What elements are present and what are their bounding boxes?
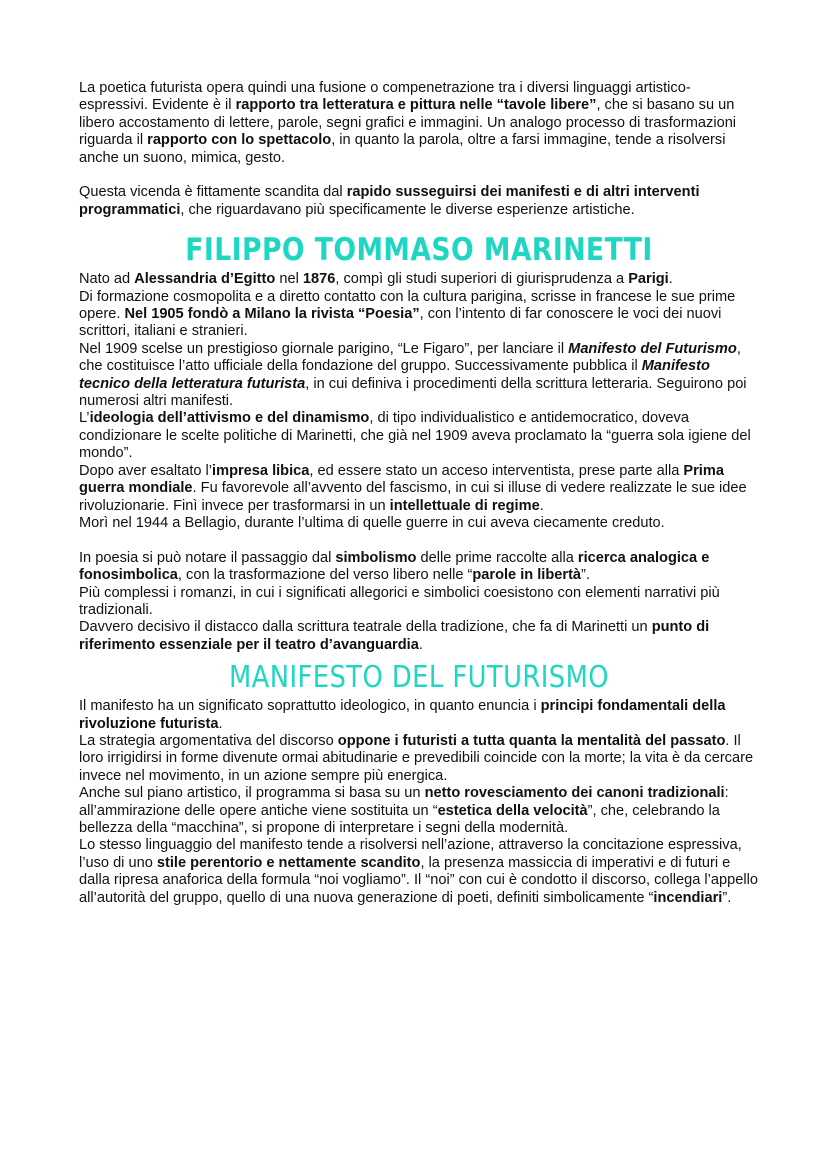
bold-text-run: rapido susseguirsi dei manifesti e di altri interventi programmatici xyxy=(79,184,700,218)
text-run: delle prime raccolte alla xyxy=(416,549,578,566)
manifesto-paragraph-2 xyxy=(79,733,759,785)
marinetti-heading: FILIPPO TOMMASO MARINETTI xyxy=(185,232,653,269)
bold-text-run: stile perentorio e nettamente scandito xyxy=(156,854,421,871)
bold-text-run: Prima guerra mondiale xyxy=(79,462,724,497)
bold-text-run: estetica della velocità xyxy=(437,802,588,819)
text-run: , ed essere stato un acceso interventista, prese parte alla xyxy=(309,462,684,479)
text-run: . xyxy=(539,497,544,514)
bold-text-run: principi fondamentali della rivoluzione futurista xyxy=(79,698,726,732)
bold-text-run: impresa libica xyxy=(212,462,310,479)
bold-text-run: intellettuale di regime xyxy=(389,497,540,514)
text-run: : all’ammirazione delle opere antiche viene sostituita un “ xyxy=(79,785,729,819)
bold-text-run: punto di riferimento essenziale per il teatro d’avanguardia xyxy=(79,619,710,653)
bold-text-run: Manifesto tecnico della letteratura futurista xyxy=(79,358,710,392)
marinetti-paragraph-1 xyxy=(79,271,759,288)
text-run: Anche sul piano artistico, il programma si basa su un xyxy=(79,785,425,802)
marinetti-paragraph-9 xyxy=(79,619,759,654)
text-run: , in quanto la parola, oltre a farsi immagine, tende a risolversi anche un suono, mimica, gesto. xyxy=(79,132,726,166)
text-run: Morì nel 1944 a Bellagio, durante l’ultima di quelle guerre in cui aveva ciecamente creduto. xyxy=(79,514,665,531)
text-run: , che costituisce l’atto ufficiale della fondazione del gruppo. Successivamente pubblica il xyxy=(79,340,741,375)
marinetti-paragraph-2 xyxy=(79,289,759,341)
text-run: , che riguardavano più specificamente le diverse esperienze artistiche. xyxy=(180,201,635,218)
text-run: , in cui definiva i procedimenti della scrittura letteraria. Seguirono poi numerosi altri manifesti. xyxy=(79,375,747,410)
text-run: ”. xyxy=(722,889,732,906)
bold-text-run: Parigi xyxy=(628,271,669,288)
text-run: . xyxy=(668,271,673,288)
bold-text-run: netto rovesciamento dei canoni tradizionali xyxy=(424,785,725,802)
text-run: , la presenza massiccia di imperativi e di futuri e dalla ripresa anaforica della formula “noi vogliamo”. Il “noi” con cui è condotto il discorso, collega l’appello all’autorità del gruppo, quello di una nuova generazione di poeti, definiti simbolicamente “ xyxy=(79,854,758,906)
text-run: , che si basano su un libero accostamento di lettere, parole, segni grafici e immagini. Un analogo processo di trasformazioni riguarda il xyxy=(79,97,737,149)
manifesto-paragraph-1 xyxy=(79,698,759,733)
text-run: , con l’intento di far conoscere le voci dei nuovi scrittori, italiani e stranieri. xyxy=(79,306,722,340)
bold-text-run: simbolismo xyxy=(335,549,417,566)
text-run: Questa vicenda è fittamente scandita dal xyxy=(79,184,347,201)
manifesto-paragraph-4 xyxy=(79,837,759,907)
text-run: . Il loro irrigidirsi in forme divenute ormai abitudinarie e prevedibili coincide con la morte; la vita è da cercare invece nel movimento, in un azione sempre più energica. xyxy=(79,732,754,784)
text-run: Davvero decisivo il distacco dalla scrittura teatrale della tradizione, che fa di Marinetti un xyxy=(79,619,652,636)
text-run: . xyxy=(218,715,223,732)
intro-paragraph-1 xyxy=(79,80,759,167)
text-run: Lo stesso linguaggio del manifesto tende a risolversi nell’azione, attraverso la concitazione espressiva, l’uso di uno xyxy=(79,837,742,871)
text-run: ”, che, celebrando la bellezza della “macchina”, si propone di interpretare i segni della modernità. xyxy=(79,802,720,836)
marinetti-paragraph-5 xyxy=(79,463,759,515)
bold-text-run: ideologia dell’attivismo e del dinamismo xyxy=(89,410,370,427)
text-run: Di formazione cosmopolita e a diretto contatto con la cultura parigina, scrisse in francese le sue prime opere. xyxy=(79,288,736,323)
marinetti-paragraph-4 xyxy=(79,410,759,462)
text-run: , con la trasformazione del verso libero nelle “ xyxy=(177,567,473,584)
bold-text-run: Manifesto del Futurismo xyxy=(568,340,737,357)
text-run: , compì gli studi superiori di giurisprudenza a xyxy=(335,271,629,288)
bold-text-run: Nel 1905 fondò a Milano la rivista “Poesia” xyxy=(124,306,420,323)
text-run: La poetica futurista opera quindi una fusione o compenetrazione tra i diversi linguaggi artistico-espressivi. Evidente è il xyxy=(79,80,691,114)
bold-text-run: rapporto tra letteratura e pittura nelle “tavole libere” xyxy=(235,97,597,114)
text-run: La strategia argomentativa del discorso xyxy=(79,732,338,749)
bold-text-run: 1876 xyxy=(302,271,336,288)
text-run: L’ xyxy=(79,410,90,427)
text-run: , di tipo individualistico e antidemocratico, doveva condizionare le scelte politiche di Marinetti, che già nel 1909 aveva proclamato la “guerra sola igiene del mondo”. xyxy=(79,410,751,462)
bold-text-run: Alessandria d’Egitto xyxy=(134,271,276,288)
text-run: Dopo aver esaltato l’ xyxy=(79,462,213,479)
text-run: nel xyxy=(275,271,303,288)
text-run: ”. xyxy=(581,567,590,584)
text-run: Nato ad xyxy=(79,271,135,288)
bold-text-run: rapporto con lo spettacolo xyxy=(147,132,332,149)
marinetti-paragraph-7 xyxy=(79,550,759,585)
marinetti-paragraph-6 xyxy=(79,515,759,532)
marinetti-paragraph-3 xyxy=(79,341,759,411)
manifesto-heading: MANIFESTO DEL FUTURISMO xyxy=(228,660,610,696)
marinetti-paragraph-8 xyxy=(79,585,759,620)
text-run: . xyxy=(418,636,423,653)
bold-text-run: oppone i futuristi a tutta quanta la mentalità del passato xyxy=(337,732,726,749)
manifesto-paragraph-3 xyxy=(79,785,759,837)
text-run: . Fu favorevole all’avvento del fascismo, in cui si illuse di vedere realizzate le sue idee rivoluzionarie. Finì invece per trasformarsi in un xyxy=(79,480,747,514)
text-run: Il manifesto ha un significato soprattutto ideologico, in quanto enuncia i xyxy=(79,698,541,715)
bold-text-run: incendiari xyxy=(653,889,723,906)
document-page xyxy=(79,80,759,907)
text-run: Più complessi i romanzi, in cui i significati allegorici e simbolici coesistono con elementi narrativi più tradizionali. xyxy=(79,584,720,618)
text-run: Nel 1909 scelse un prestigioso giornale parigino, “Le Figaro”, per lanciare il xyxy=(79,340,569,357)
bold-text-run: parole in libertà xyxy=(472,567,582,584)
bold-text-run: ricerca analogica e fonosimbolica xyxy=(79,549,710,584)
text-run: In poesia si può notare il passaggio dal xyxy=(79,549,336,566)
intro-paragraph-2 xyxy=(79,184,759,219)
